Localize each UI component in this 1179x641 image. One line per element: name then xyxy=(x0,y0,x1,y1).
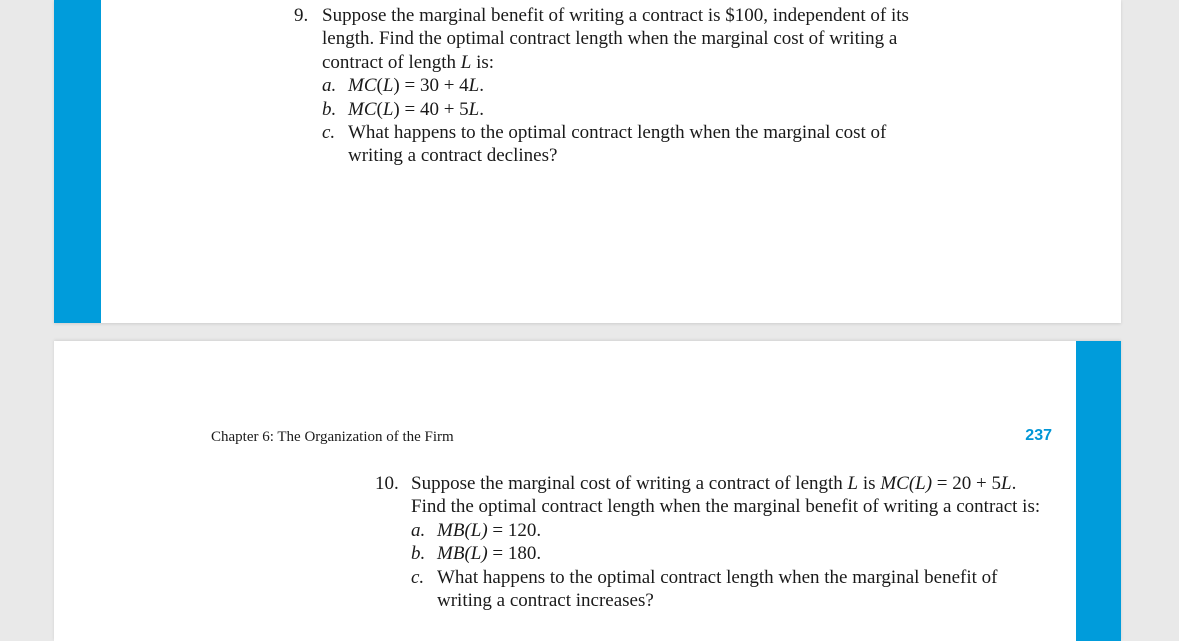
part-letter: b. xyxy=(322,98,337,120)
question-stem-line: length. Find the optimal contract length when the marginal cost of writing a xyxy=(322,28,898,50)
question-stem-line: Suppose the marginal cost of writing a contract of length L is MC(L) = 20 + 5L. xyxy=(411,473,1017,494)
question-stem-line: contract of length L is: xyxy=(322,51,495,73)
question-9 xyxy=(294,4,1054,184)
question-10 xyxy=(375,472,1075,641)
textbook-page-top xyxy=(54,0,1121,323)
part-letter: c. xyxy=(322,122,336,143)
question-number: 9. xyxy=(294,5,309,26)
part-expression: MB(L) = 120. xyxy=(437,519,542,541)
part-expression: MB(L) = 180. xyxy=(437,543,542,565)
part-text-line: What happens to the optimal contract length when the marginal cost of xyxy=(348,122,887,143)
part-expression: MC(L) = 40 + 5L. xyxy=(348,98,484,120)
part-text-line: writing a contract increases? xyxy=(437,590,654,611)
part-letter: a. xyxy=(411,519,426,541)
textbook-page-bottom xyxy=(54,341,1121,641)
chapter-tab-accent xyxy=(54,0,101,323)
question-stem-line: Suppose the marginal benefit of writing a contract is $100, independent of its xyxy=(322,5,909,26)
page-number: 237 xyxy=(1025,427,1052,444)
part-text-line: writing a contract declines? xyxy=(348,145,558,167)
part-letter: b. xyxy=(411,543,426,565)
part-expression: MC(L) = 30 + 4L. xyxy=(348,75,484,97)
part-text-line: What happens to the optimal contract length when the marginal benefit of xyxy=(437,566,998,588)
part-letter: a. xyxy=(322,75,337,97)
question-number: 10. xyxy=(375,473,399,494)
part-letter: c. xyxy=(411,566,425,588)
running-head: Chapter 6: The Organization of the Firm xyxy=(211,429,454,445)
question-stem-line: Find the optimal contract length when the marginal benefit of writing a contract is: xyxy=(411,496,1041,518)
chapter-tab-accent xyxy=(1076,341,1121,641)
